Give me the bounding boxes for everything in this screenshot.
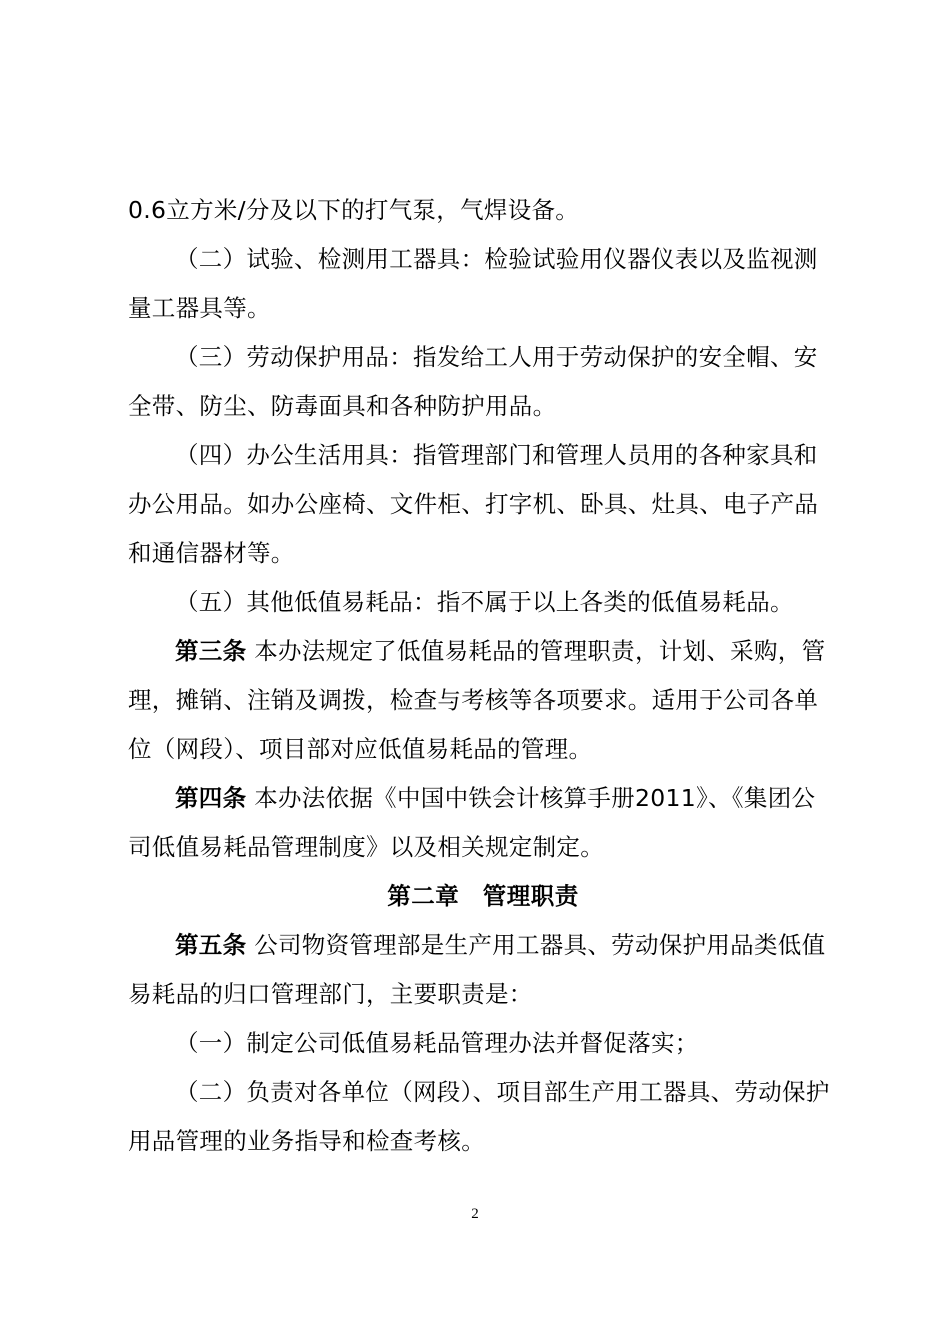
chapter-title: 管理职责 (482, 882, 579, 910)
paragraph-item-3: （三）劳动保护用品：指发给工人用于劳动保护的安全帽、安全带、防尘、防毒面具和各种防护用品。 (128, 343, 818, 420)
article-5 (128, 921, 838, 1019)
document-body (128, 186, 838, 1166)
paragraph-item-5: （五）其他低值易耗品：指不属于以上各类的低值易耗品。 (175, 588, 794, 616)
article-5-label: 第五条 (175, 931, 247, 959)
chapter-heading (128, 872, 838, 921)
paragraph-continuation: 0.6立方米/分及以下的打气泵，气焊设备。 (128, 196, 580, 224)
article-4-text: 本办法依据《中国中铁会计核算手册2011》、《集团公司低值易耗品管理制度》以及相关规定制定。 (128, 784, 816, 861)
chapter-number: 第二章 (387, 882, 460, 910)
duty-item-2: （二）负责对各单位（网段）、项目部生产用工器具、劳动保护用品管理的业务指导和检查考核。 (128, 1078, 830, 1155)
article-3 (128, 627, 838, 774)
article-3-label: 第三条 (175, 637, 247, 665)
page-number: 2 (471, 1206, 479, 1222)
article-4-label: 第四条 (175, 784, 247, 812)
article-3-text: 本办法规定了低值易耗品的管理职责，计划、采购，管理，摊销、注销及调拨，检查与考核等各项要求。适用于公司各单位（网段）、项目部对应低值易耗品的管理。 (128, 637, 826, 763)
paragraph-item-4: （四）办公生活用具：指管理部门和管理人员用的各种家具和办公用品。如办公座椅、文件柜、打字机、卧具、灶具、电子产品和通信器材等。 (128, 441, 819, 567)
article-5-text: 公司物资管理部是生产用工器具、劳动保护用品类低值易耗品的归口管理部门，主要职责是： (128, 931, 826, 1008)
article-4 (128, 774, 838, 872)
paragraph-item-2: （二）试验、检测用工器具：检验试验用仪器仪表以及监视测量工器具等。 (128, 245, 818, 322)
duty-item-1: （一）制定公司低值易耗品管理办法并督促落实； (175, 1029, 699, 1057)
